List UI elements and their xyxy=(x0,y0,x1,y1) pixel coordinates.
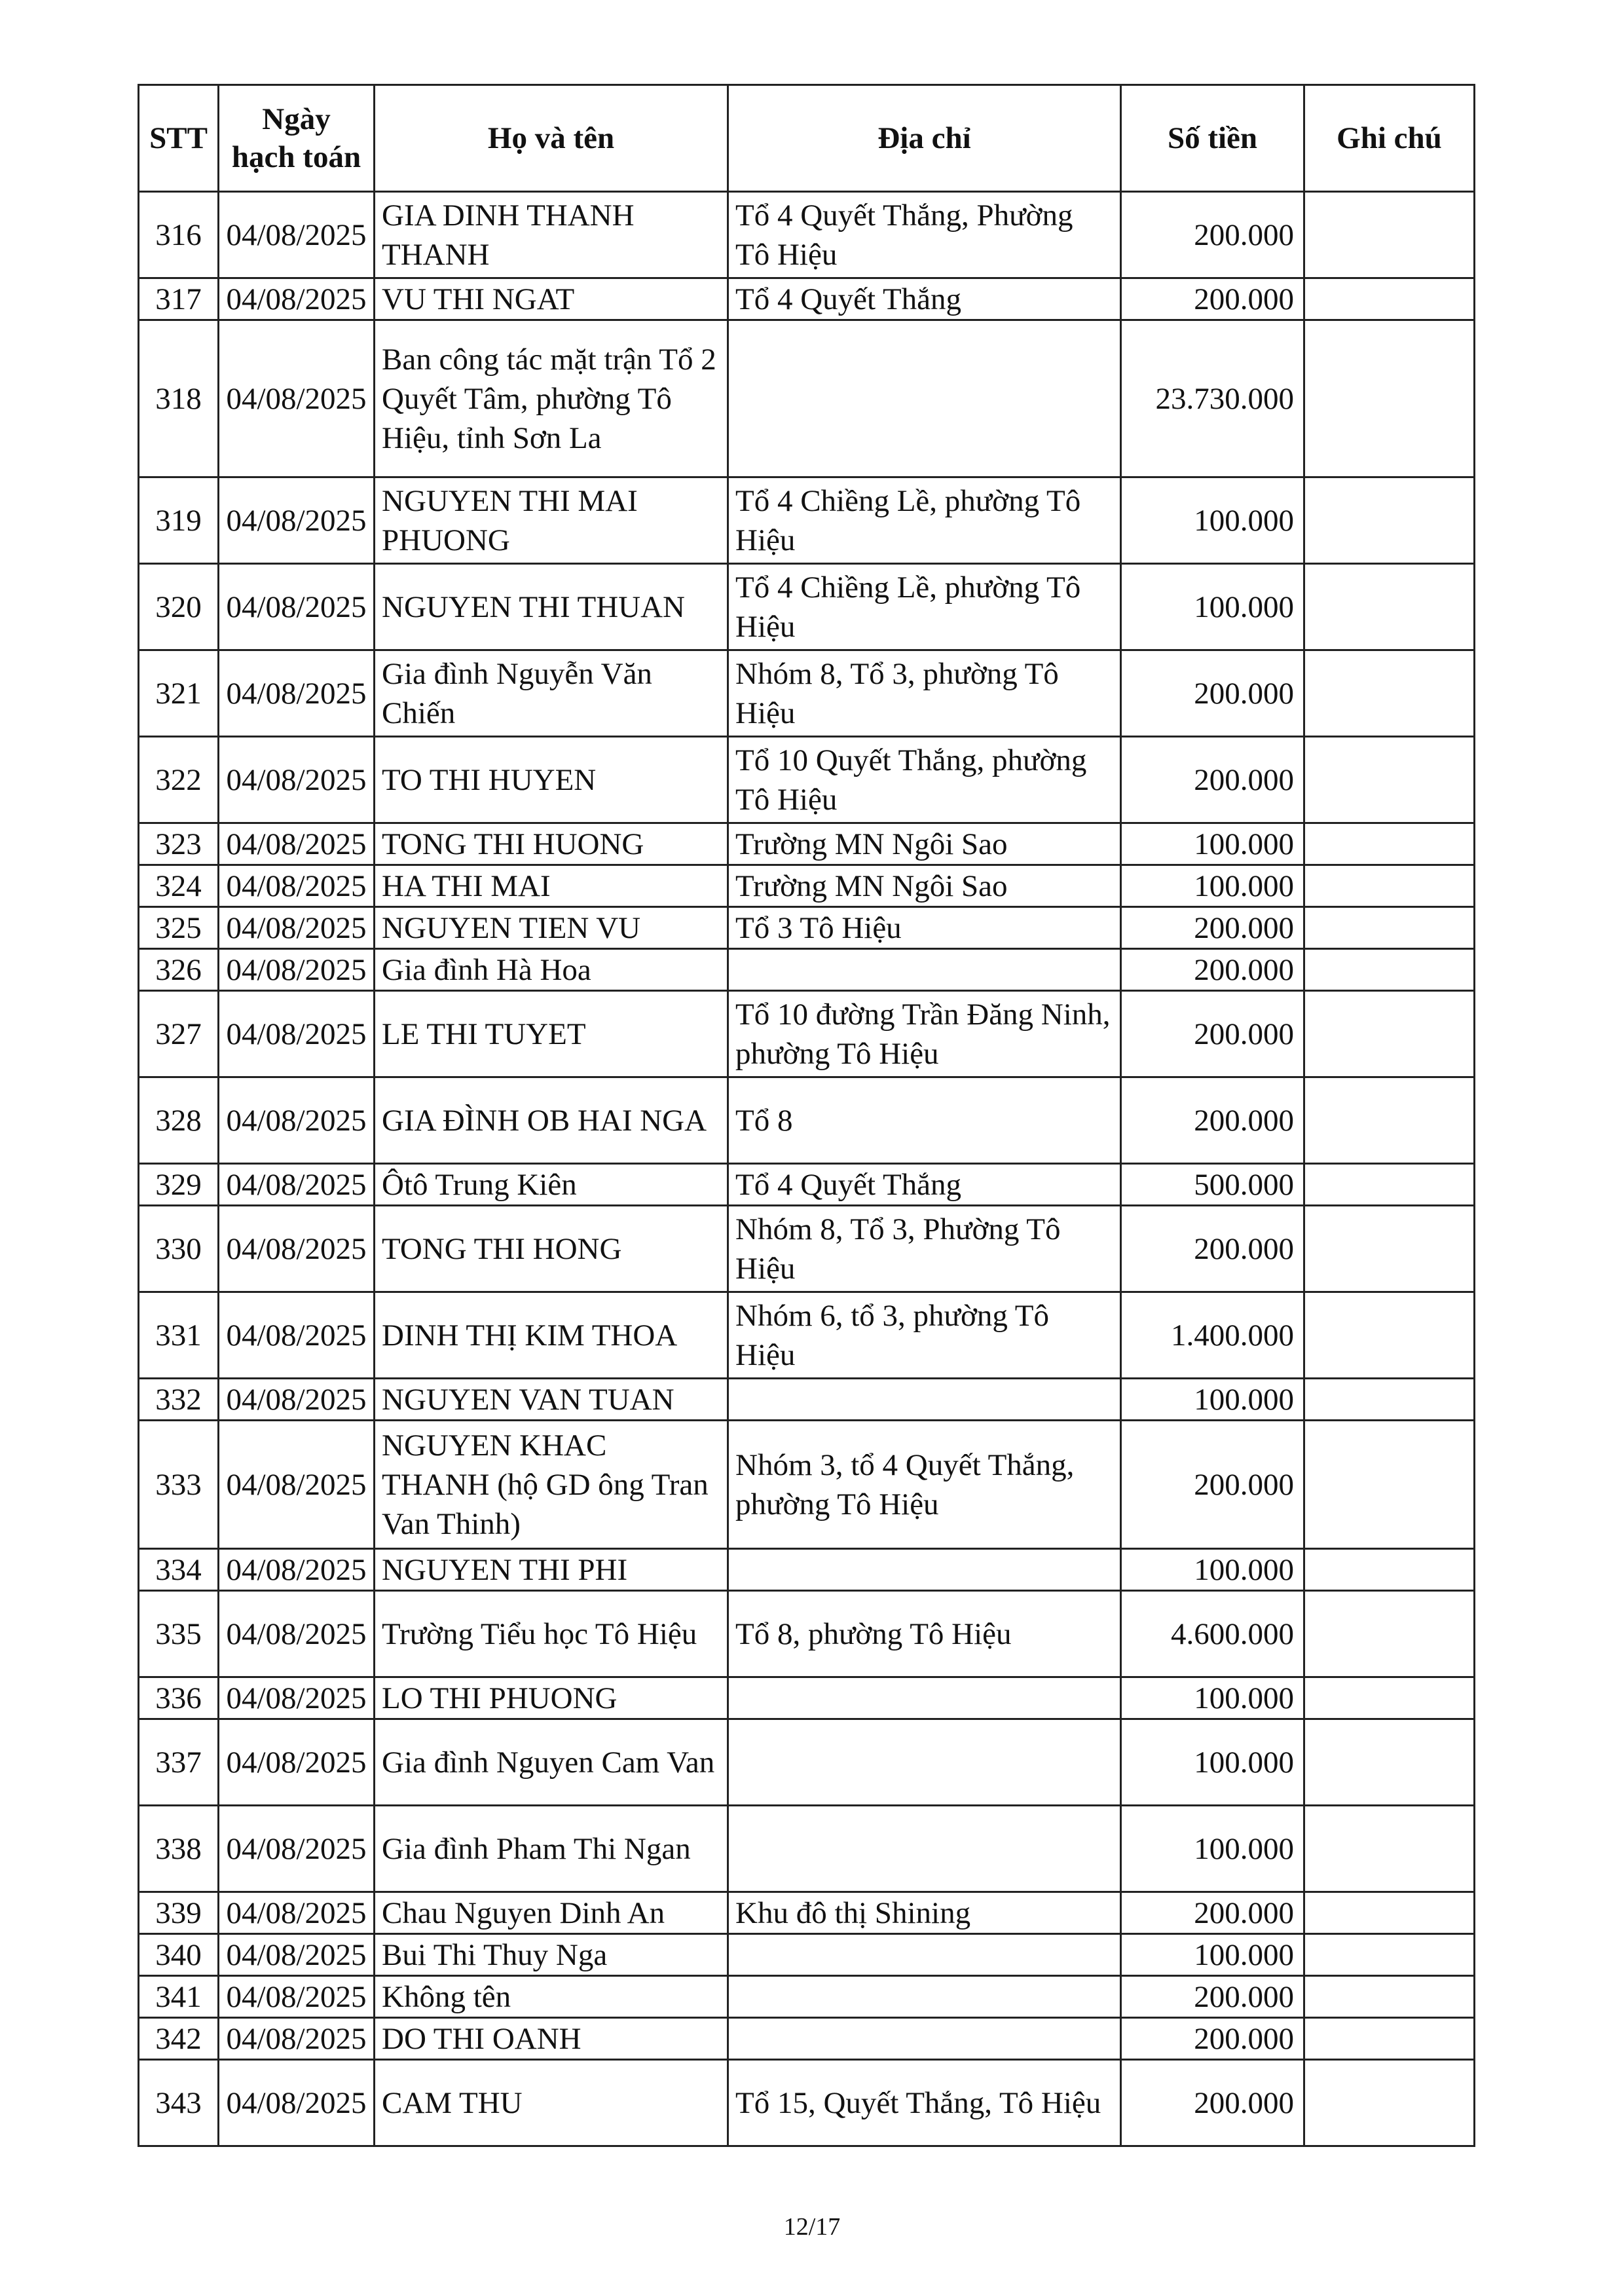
row-address: Tổ 4 Quyết Thắng xyxy=(728,1164,1121,1206)
table-row xyxy=(139,1077,1475,1164)
row-date: 04/08/2025 xyxy=(219,1591,375,1677)
table-row xyxy=(139,991,1475,1077)
row-date: 04/08/2025 xyxy=(219,278,375,320)
table-row xyxy=(139,1892,1475,1934)
table-body xyxy=(139,192,1475,2146)
row-date: 04/08/2025 xyxy=(219,823,375,865)
row-stt: 330 xyxy=(139,1206,219,1292)
row-date: 04/08/2025 xyxy=(219,650,375,737)
row-name: LO THI PHUONG xyxy=(375,1677,728,1719)
row-stt: 331 xyxy=(139,1292,219,1379)
row-note xyxy=(1304,1719,1475,1806)
row-address: Trường MN Ngôi Sao xyxy=(728,823,1121,865)
row-address xyxy=(728,1719,1121,1806)
row-stt: 341 xyxy=(139,1976,219,2018)
row-amount: 100.000 xyxy=(1121,1379,1304,1421)
table-row xyxy=(139,564,1475,650)
row-note xyxy=(1304,477,1475,564)
row-stt: 319 xyxy=(139,477,219,564)
row-address xyxy=(728,1677,1121,1719)
row-address: Tổ 4 Chiềng Lề, phường Tô Hiệu xyxy=(728,564,1121,650)
row-name: TONG THI HONG xyxy=(375,1206,728,1292)
row-date: 04/08/2025 xyxy=(219,564,375,650)
row-name: GIA ĐÌNH OB HAI NGA xyxy=(375,1077,728,1164)
row-address: Nhóm 8, Tổ 3, Phường Tô Hiệu xyxy=(728,1206,1121,1292)
row-note xyxy=(1304,278,1475,320)
row-name: CAM THU xyxy=(375,2060,728,2146)
row-note xyxy=(1304,320,1475,477)
row-name: LE THI TUYET xyxy=(375,991,728,1077)
row-note xyxy=(1304,907,1475,949)
row-address: Tổ 3 Tô Hiệu xyxy=(728,907,1121,949)
row-address: Nhóm 3, tổ 4 Quyết Thắng, phường Tô Hiệu xyxy=(728,1421,1121,1549)
table-row xyxy=(139,2060,1475,2146)
row-stt: 328 xyxy=(139,1077,219,1164)
row-address xyxy=(728,1379,1121,1421)
row-date: 04/08/2025 xyxy=(219,1677,375,1719)
row-name: HA THI MAI xyxy=(375,865,728,907)
row-name: NGUYEN VAN TUAN xyxy=(375,1379,728,1421)
row-address: Khu đô thị Shining xyxy=(728,1892,1121,1934)
row-date: 04/08/2025 xyxy=(219,1549,375,1591)
row-amount: 200.000 xyxy=(1121,1421,1304,1549)
row-stt: 333 xyxy=(139,1421,219,1549)
row-amount: 1.400.000 xyxy=(1121,1292,1304,1379)
row-note xyxy=(1304,1677,1475,1719)
table-row xyxy=(139,477,1475,564)
row-amount: 200.000 xyxy=(1121,1976,1304,2018)
row-stt: 332 xyxy=(139,1379,219,1421)
row-date: 04/08/2025 xyxy=(219,1976,375,2018)
row-stt: 324 xyxy=(139,865,219,907)
row-name: DO THI OANH xyxy=(375,2018,728,2060)
row-date: 04/08/2025 xyxy=(219,192,375,278)
row-amount: 100.000 xyxy=(1121,1549,1304,1591)
row-amount: 200.000 xyxy=(1121,907,1304,949)
row-name: NGUYEN THI MAI PHUONG xyxy=(375,477,728,564)
row-note xyxy=(1304,1292,1475,1379)
row-date: 04/08/2025 xyxy=(219,1806,375,1892)
row-note xyxy=(1304,1421,1475,1549)
row-date: 04/08/2025 xyxy=(219,737,375,823)
table-row xyxy=(139,1806,1475,1892)
table-row xyxy=(139,1677,1475,1719)
row-name: Không tên xyxy=(375,1976,728,2018)
row-address xyxy=(728,2018,1121,2060)
row-note xyxy=(1304,1892,1475,1934)
header-address: Địa chỉ xyxy=(728,85,1121,192)
row-address: Tổ 4 Quyết Thắng xyxy=(728,278,1121,320)
table-row xyxy=(139,1164,1475,1206)
row-stt: 334 xyxy=(139,1549,219,1591)
row-address xyxy=(728,1934,1121,1976)
row-address xyxy=(728,949,1121,991)
header-note: Ghi chú xyxy=(1304,85,1475,192)
row-stt: 338 xyxy=(139,1806,219,1892)
row-address xyxy=(728,1806,1121,1892)
row-note xyxy=(1304,1934,1475,1976)
row-date: 04/08/2025 xyxy=(219,1206,375,1292)
row-stt: 320 xyxy=(139,564,219,650)
row-name: Ôtô Trung Kiên xyxy=(375,1164,728,1206)
row-amount: 23.730.000 xyxy=(1121,320,1304,477)
row-name: TONG THI HUONG xyxy=(375,823,728,865)
row-stt: 339 xyxy=(139,1892,219,1934)
row-address: Tổ 4 Quyết Thắng, Phường Tô Hiệu xyxy=(728,192,1121,278)
row-stt: 336 xyxy=(139,1677,219,1719)
row-note xyxy=(1304,1806,1475,1892)
row-note xyxy=(1304,564,1475,650)
row-amount: 200.000 xyxy=(1121,650,1304,737)
row-amount: 200.000 xyxy=(1121,2018,1304,2060)
row-name: Gia đình Hà Hoa xyxy=(375,949,728,991)
row-date: 04/08/2025 xyxy=(219,1379,375,1421)
row-note xyxy=(1304,650,1475,737)
row-stt: 329 xyxy=(139,1164,219,1206)
row-note xyxy=(1304,1077,1475,1164)
row-amount: 200.000 xyxy=(1121,2060,1304,2146)
row-stt: 318 xyxy=(139,320,219,477)
table-row xyxy=(139,278,1475,320)
table-row xyxy=(139,1549,1475,1591)
row-amount: 200.000 xyxy=(1121,1892,1304,1934)
row-amount: 100.000 xyxy=(1121,1806,1304,1892)
row-note xyxy=(1304,991,1475,1077)
table-row xyxy=(139,737,1475,823)
table-row xyxy=(139,1934,1475,1976)
row-note xyxy=(1304,1164,1475,1206)
row-address xyxy=(728,1549,1121,1591)
row-stt: 323 xyxy=(139,823,219,865)
row-note xyxy=(1304,737,1475,823)
page-number: 12/17 xyxy=(783,2213,841,2241)
row-date: 04/08/2025 xyxy=(219,1892,375,1934)
row-note xyxy=(1304,192,1475,278)
row-note xyxy=(1304,1206,1475,1292)
row-address xyxy=(728,1976,1121,2018)
row-date: 04/08/2025 xyxy=(219,320,375,477)
table-row xyxy=(139,1719,1475,1806)
header-date-line2: hạch toán xyxy=(231,140,361,174)
row-stt: 326 xyxy=(139,949,219,991)
row-date: 04/08/2025 xyxy=(219,1934,375,1976)
row-address: Trường MN Ngôi Sao xyxy=(728,865,1121,907)
row-date: 04/08/2025 xyxy=(219,1164,375,1206)
row-note xyxy=(1304,1549,1475,1591)
row-stt: 337 xyxy=(139,1719,219,1806)
row-name: Gia đình Nguyen Cam Van xyxy=(375,1719,728,1806)
table-row xyxy=(139,320,1475,477)
row-address: Tổ 4 Chiềng Lề, phường Tô Hiệu xyxy=(728,477,1121,564)
table-row xyxy=(139,949,1475,991)
row-amount: 200.000 xyxy=(1121,278,1304,320)
row-address: Nhóm 6, tổ 3, phường Tô Hiệu xyxy=(728,1292,1121,1379)
row-note xyxy=(1304,823,1475,865)
row-address: Tổ 8, phường Tô Hiệu xyxy=(728,1591,1121,1677)
row-name: DINH THỊ KIM THOA xyxy=(375,1292,728,1379)
row-date: 04/08/2025 xyxy=(219,1719,375,1806)
row-name: NGUYEN THI THUAN xyxy=(375,564,728,650)
table-row xyxy=(139,2018,1475,2060)
row-amount: 200.000 xyxy=(1121,1206,1304,1292)
row-stt: 321 xyxy=(139,650,219,737)
row-stt: 340 xyxy=(139,1934,219,1976)
row-address xyxy=(728,320,1121,477)
row-stt: 343 xyxy=(139,2060,219,2146)
row-amount: 100.000 xyxy=(1121,1719,1304,1806)
header-row xyxy=(139,85,1475,192)
row-amount: 200.000 xyxy=(1121,737,1304,823)
header-name: Họ và tên xyxy=(375,85,728,192)
row-note xyxy=(1304,1976,1475,2018)
row-amount: 200.000 xyxy=(1121,949,1304,991)
row-name: GIA DINH THANH THANH xyxy=(375,192,728,278)
table-row xyxy=(139,650,1475,737)
row-stt: 327 xyxy=(139,991,219,1077)
table-row xyxy=(139,192,1475,278)
row-stt: 342 xyxy=(139,2018,219,2060)
header-date xyxy=(219,85,375,192)
row-address: Tổ 15, Quyết Thắng, Tô Hiệu xyxy=(728,2060,1121,2146)
row-amount: 100.000 xyxy=(1121,865,1304,907)
row-date: 04/08/2025 xyxy=(219,1292,375,1379)
row-address: Tổ 10 Quyết Thắng, phường Tô Hiệu xyxy=(728,737,1121,823)
table-row xyxy=(139,1591,1475,1677)
row-name: NGUYEN TIEN VU xyxy=(375,907,728,949)
row-date: 04/08/2025 xyxy=(219,1077,375,1164)
row-amount: 100.000 xyxy=(1121,823,1304,865)
row-name: TO THI HUYEN xyxy=(375,737,728,823)
row-name: VU THI NGAT xyxy=(375,278,728,320)
row-amount: 200.000 xyxy=(1121,192,1304,278)
row-amount: 100.000 xyxy=(1121,477,1304,564)
row-name: Ban công tác mặt trận Tổ 2 Quyết Tâm, phường Tô Hiệu, tỉnh Sơn La xyxy=(375,320,728,477)
row-date: 04/08/2025 xyxy=(219,949,375,991)
table-row xyxy=(139,1292,1475,1379)
row-date: 04/08/2025 xyxy=(219,991,375,1077)
row-name: Gia đình Nguyễn Văn Chiến xyxy=(375,650,728,737)
row-note xyxy=(1304,2018,1475,2060)
row-amount: 200.000 xyxy=(1121,1077,1304,1164)
table-row xyxy=(139,1206,1475,1292)
row-address: Tổ 10 đường Trần Đăng Ninh, phường Tô Hiệu xyxy=(728,991,1121,1077)
donation-table-sheet xyxy=(138,84,1475,2147)
row-stt: 335 xyxy=(139,1591,219,1677)
row-note xyxy=(1304,1379,1475,1421)
header-date-line1: Ngày xyxy=(262,102,331,136)
row-date: 04/08/2025 xyxy=(219,477,375,564)
row-note xyxy=(1304,949,1475,991)
row-name: Chau Nguyen Dinh An xyxy=(375,1892,728,1934)
row-date: 04/08/2025 xyxy=(219,865,375,907)
row-stt: 316 xyxy=(139,192,219,278)
header-stt: STT xyxy=(139,85,219,192)
table-row xyxy=(139,1976,1475,2018)
row-date: 04/08/2025 xyxy=(219,2018,375,2060)
row-name: Bui Thi Thuy Nga xyxy=(375,1934,728,1976)
row-amount: 100.000 xyxy=(1121,1934,1304,1976)
table-row xyxy=(139,1421,1475,1549)
row-stt: 322 xyxy=(139,737,219,823)
row-amount: 100.000 xyxy=(1121,1677,1304,1719)
row-amount: 4.600.000 xyxy=(1121,1591,1304,1677)
header-amount: Số tiền xyxy=(1121,85,1304,192)
row-amount: 100.000 xyxy=(1121,564,1304,650)
row-address: Nhóm 8, Tổ 3, phường Tô Hiệu xyxy=(728,650,1121,737)
row-note xyxy=(1304,865,1475,907)
row-note xyxy=(1304,2060,1475,2146)
row-amount: 200.000 xyxy=(1121,991,1304,1077)
row-name: Gia đình Pham Thi Ngan xyxy=(375,1806,728,1892)
table-row xyxy=(139,823,1475,865)
row-amount: 500.000 xyxy=(1121,1164,1304,1206)
row-name: Trường Tiểu học Tô Hiệu xyxy=(375,1591,728,1677)
row-stt: 317 xyxy=(139,278,219,320)
row-name: NGUYEN KHAC THANH (hộ GD ông Tran Van Thinh) xyxy=(375,1421,728,1549)
row-name: NGUYEN THI PHI xyxy=(375,1549,728,1591)
table-row xyxy=(139,865,1475,907)
row-address: Tổ 8 xyxy=(728,1077,1121,1164)
donation-table xyxy=(138,84,1475,2147)
row-date: 04/08/2025 xyxy=(219,907,375,949)
row-date: 04/08/2025 xyxy=(219,1421,375,1549)
row-stt: 325 xyxy=(139,907,219,949)
row-note xyxy=(1304,1591,1475,1677)
row-date: 04/08/2025 xyxy=(219,2060,375,2146)
table-row xyxy=(139,1379,1475,1421)
table-row xyxy=(139,907,1475,949)
